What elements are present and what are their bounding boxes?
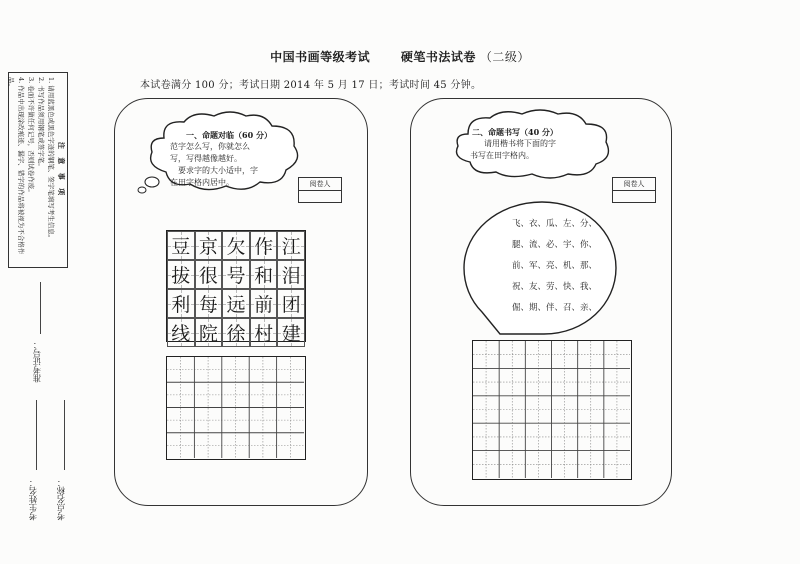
- section1-grader-label: 阅卷人: [299, 178, 341, 191]
- exam-subtitle: 硬笔书法试卷: [400, 50, 476, 64]
- candidate-name-label: 考生姓名：: [29, 478, 39, 521]
- exam-title: [0, 48, 800, 65]
- section2-char-list: [512, 214, 612, 319]
- model-char: 豆: [167, 231, 195, 260]
- section1-heading: 一、命题对临（60 分）: [186, 130, 272, 140]
- model-char: 和: [250, 260, 278, 289]
- model-char: 拔: [167, 260, 195, 289]
- model-char: 每: [195, 289, 223, 318]
- model-char: 欠: [222, 231, 250, 260]
- notice-item: 1. 请用蓝黑色或黑色字迹的钢笔、签字笔填写考生信息。: [47, 77, 55, 242]
- model-char: 前: [250, 289, 278, 318]
- char-row: 腿、流、必、宇、你、: [512, 240, 598, 250]
- model-char: 京: [195, 231, 223, 260]
- model-char: 线: [167, 318, 195, 347]
- section2-heading: 二、命题书写（40 分）: [472, 127, 558, 137]
- char-row: 飞、衣、瓜、左、分、: [512, 219, 598, 229]
- section1-line: 在田字格内居中。: [170, 178, 234, 187]
- section2-practice-grid[interactable]: [472, 340, 632, 480]
- model-char: 徐: [222, 318, 250, 347]
- exam-site-field[interactable]: [64, 400, 65, 470]
- notice-item: 3. 卷面不许做任何记号，否则试卷作废。: [27, 77, 35, 196]
- model-char: 村: [250, 318, 278, 347]
- exam-level: （二级）: [479, 50, 530, 64]
- exam-id-label: 准考证号：: [33, 340, 43, 383]
- char-row: 前、军、亮、机、那、: [512, 261, 598, 271]
- section1-practice-grid[interactable]: [166, 356, 306, 460]
- exam-id-field[interactable]: [40, 282, 41, 334]
- exam-info-line: 本试卷满分 100 分；考试日期 2014 年 5 月 17 日；考试时间 45 分钟。: [140, 80, 482, 91]
- model-char: 利: [167, 289, 195, 318]
- notice-heading: 注 意 事 项: [57, 141, 66, 199]
- notice-box: [8, 72, 68, 268]
- candidate-name-field[interactable]: [36, 400, 37, 470]
- exam-site-label: 考点名称：: [57, 478, 67, 521]
- model-char: 团: [277, 289, 305, 318]
- model-char: 作: [250, 231, 278, 260]
- section1-line: 要求字的大小适中，字: [178, 166, 258, 175]
- section1-line: 范字怎么写，你就怎么: [170, 142, 250, 151]
- model-char: 院: [195, 318, 223, 347]
- model-char: 泪: [277, 260, 305, 289]
- notice-item: 4. 作品中出现涂改痕迹、漏字、错字的作品将被视为不合格作品。: [7, 77, 25, 255]
- section1-grader-box[interactable]: [298, 177, 342, 203]
- notice-content: [7, 77, 66, 263]
- model-char: 很: [195, 260, 223, 289]
- model-character-grid: [166, 230, 306, 345]
- exam-title-main: 中国书画等级考试: [270, 50, 371, 64]
- section1-line: 写，写得越像越好。: [170, 154, 242, 163]
- section1-instructions: [170, 129, 280, 189]
- model-char: 建: [277, 318, 305, 347]
- char-row: 祝、友、劳、快、我、: [512, 282, 598, 292]
- section2-line: 书写在田字格内。: [470, 151, 534, 160]
- section2-line: 请用楷书将下面的字: [484, 139, 556, 148]
- section2-instructions: [470, 126, 596, 162]
- model-char: 远: [222, 289, 250, 318]
- notice-item: 2. 书写作品须用钢笔或签字笔。: [37, 77, 45, 170]
- char-row: 倔、期、伴、召、亲、: [512, 303, 598, 313]
- model-char: 江: [277, 231, 305, 260]
- model-char: 号: [222, 260, 250, 289]
- section2-grader-label: 阅卷人: [613, 178, 655, 191]
